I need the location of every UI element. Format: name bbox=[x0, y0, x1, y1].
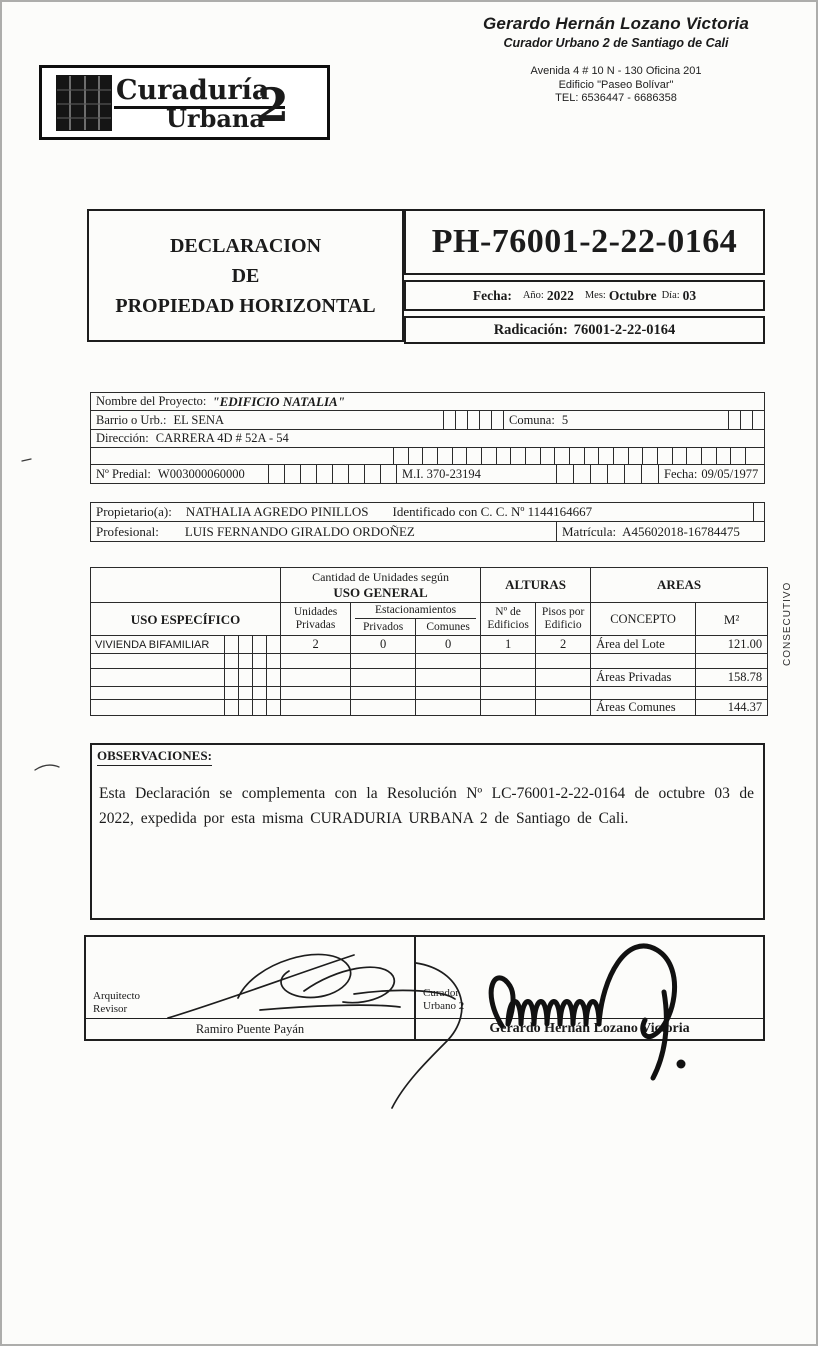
ano-value: 2022 bbox=[546, 287, 574, 303]
grid-cell bbox=[657, 448, 672, 464]
mi-value: M.I. 370-23194 bbox=[402, 466, 481, 481]
grid-cell bbox=[253, 687, 267, 700]
pisos-cell bbox=[536, 700, 591, 716]
areas-header: AREAS bbox=[591, 568, 768, 603]
profesional-value: LUIS FERNANDO GIRALDO ORDOÑEZ bbox=[184, 523, 415, 539]
curador-signature-cell bbox=[414, 937, 763, 1018]
m2-cell bbox=[696, 687, 768, 700]
mes-label: Mes: bbox=[584, 290, 606, 301]
project-info-table bbox=[90, 392, 765, 484]
grid-cell bbox=[569, 448, 584, 464]
grid-cell bbox=[607, 465, 624, 483]
privados-cell bbox=[351, 687, 416, 700]
edificios-cell bbox=[481, 700, 536, 716]
grid-cell bbox=[740, 411, 752, 429]
table-row bbox=[91, 687, 768, 700]
propietario-value: NATHALIA AGREDO PINILLOS bbox=[185, 504, 369, 519]
comunes-cell bbox=[416, 700, 481, 716]
comunes-cell bbox=[416, 687, 481, 700]
title-line: PROPIEDAD HORIZONTAL bbox=[115, 294, 376, 317]
grid-cell bbox=[422, 448, 437, 464]
m2-header: M² bbox=[696, 603, 768, 636]
grid-cell bbox=[267, 687, 281, 700]
grid-cell bbox=[573, 465, 590, 483]
uso-cell bbox=[91, 687, 225, 700]
grid-cell bbox=[686, 448, 701, 464]
grid-cell bbox=[641, 465, 658, 483]
cantidad-line1: Cantidad de Unidades según bbox=[312, 569, 450, 584]
estacionamientos-label: Estacionamientos bbox=[355, 603, 476, 619]
table-row bbox=[91, 636, 768, 654]
blank-cell bbox=[91, 448, 393, 464]
dia-label: Día: bbox=[661, 290, 680, 301]
concepto-cell: Área del Lote bbox=[591, 636, 696, 654]
unidades-cell bbox=[281, 669, 351, 687]
grid-cell bbox=[455, 411, 467, 429]
grid-cell bbox=[380, 465, 396, 483]
grid-cell bbox=[393, 448, 408, 464]
mes-value: Octubre bbox=[608, 287, 657, 303]
logo-word-curaduria: Curaduría bbox=[114, 75, 285, 109]
comuna-value: 5 bbox=[561, 412, 569, 427]
grid-cell bbox=[752, 411, 764, 429]
curador-urbano-2-label bbox=[423, 987, 464, 1012]
comunes-cell: 0 bbox=[416, 636, 481, 654]
grid-cell bbox=[525, 448, 540, 464]
grid-cell bbox=[437, 448, 452, 464]
privados-cell bbox=[351, 700, 416, 716]
radicacion-value: 76001-2-22-0164 bbox=[573, 321, 676, 338]
grid-cell bbox=[642, 448, 657, 464]
grid-cell bbox=[467, 411, 479, 429]
predial-fecha-cell bbox=[658, 465, 764, 483]
role-line: Revisor bbox=[93, 1002, 128, 1015]
arquitecto-name: Ramiro Puente Payán bbox=[195, 1021, 305, 1036]
role-line: Curador bbox=[423, 987, 460, 999]
fecha-label: Fecha: bbox=[472, 287, 512, 303]
estacionamientos-header bbox=[351, 603, 481, 636]
concepto-cell bbox=[591, 687, 696, 700]
grid-cell bbox=[267, 700, 281, 716]
grid-cell bbox=[239, 700, 253, 716]
uso-cell bbox=[91, 669, 225, 687]
grid-cell bbox=[624, 465, 641, 483]
curator-header bbox=[440, 14, 792, 106]
unidades-cell bbox=[281, 687, 351, 700]
predial-label: Nº Predial: bbox=[96, 466, 151, 481]
scan-artifact-marks bbox=[22, 459, 59, 770]
mi-grid-cells bbox=[556, 465, 658, 483]
grid-cell bbox=[348, 465, 364, 483]
pisos-cell bbox=[536, 654, 591, 669]
logo-word-urbana: Urbana bbox=[166, 104, 265, 133]
profesional-label: Profesional: bbox=[96, 523, 159, 539]
direccion-value: CARRERA 4D # 52A - 54 bbox=[155, 431, 289, 445]
barrio-row bbox=[90, 411, 765, 430]
grid-cell bbox=[510, 448, 525, 464]
pisos-cell: 2 bbox=[536, 636, 591, 654]
uso-general-line: USO GENERAL bbox=[333, 584, 428, 600]
dia-value: 03 bbox=[682, 287, 697, 303]
edificios-cell: 1 bbox=[481, 636, 536, 654]
alturas-header: ALTURAS bbox=[481, 568, 591, 603]
uso-cell: VIVIENDA BIFAMILIAR bbox=[91, 636, 225, 654]
grid-cell bbox=[267, 669, 281, 687]
logo-number-2: 2 bbox=[257, 78, 290, 132]
units-header-row-2 bbox=[91, 603, 768, 636]
profesional-row bbox=[90, 522, 765, 542]
privados-cell bbox=[351, 654, 416, 669]
grid-cell bbox=[225, 700, 239, 716]
comuna-cell bbox=[503, 411, 728, 429]
n-edificios-header: Nº de Edificios bbox=[481, 603, 536, 636]
pisos-cell bbox=[536, 687, 591, 700]
address-line: TEL: 6536447 - 6686358 bbox=[555, 92, 677, 104]
grid-cell bbox=[672, 448, 687, 464]
comunes-cell bbox=[416, 654, 481, 669]
ano-label: Año: bbox=[522, 290, 544, 301]
observaciones-label: OBSERVACIONES: bbox=[97, 748, 212, 766]
grid-cell bbox=[491, 411, 503, 429]
edificios-cell bbox=[481, 669, 536, 687]
curador-name-cell bbox=[414, 1018, 763, 1039]
table-row bbox=[91, 669, 768, 687]
role-line: Urbano 2 bbox=[423, 999, 465, 1012]
units-header-row-1 bbox=[91, 568, 768, 603]
consecutivo-vertical-label: CONSECUTIVO bbox=[782, 581, 793, 666]
grid-cell bbox=[225, 636, 239, 654]
privados-cell bbox=[351, 669, 416, 687]
grid-cell bbox=[225, 654, 239, 669]
signature-block bbox=[84, 935, 765, 1041]
title-line: DECLARACION bbox=[169, 234, 322, 257]
barrio-cell bbox=[91, 411, 443, 429]
fecha-box bbox=[404, 280, 765, 311]
address-line: Edificio "Paseo Bolívar" bbox=[558, 78, 674, 91]
predial-row bbox=[90, 465, 765, 484]
curaduria-urbana-2-logo bbox=[39, 65, 330, 140]
grid-cell bbox=[239, 669, 253, 687]
grid-cell bbox=[554, 448, 569, 464]
radicacion-label: Radicación: bbox=[493, 321, 568, 338]
blank-cell bbox=[745, 448, 764, 464]
ph-number-box: PH-76001-2-22-0164 bbox=[404, 209, 765, 275]
grid-cell bbox=[728, 411, 740, 429]
unidades-privadas-header: Unidades Privadas bbox=[281, 603, 351, 636]
arquitecto-name-cell bbox=[86, 1018, 414, 1039]
grid-cell bbox=[253, 654, 267, 669]
observaciones-box bbox=[90, 743, 765, 920]
direccion-label: Dirección: bbox=[96, 431, 149, 445]
unidades-cell bbox=[281, 700, 351, 716]
privados-subheader: Privados bbox=[362, 621, 404, 633]
grid-cell bbox=[253, 669, 267, 687]
comuna-label: Comuna: bbox=[509, 412, 555, 427]
grid-cell bbox=[253, 700, 267, 716]
grid-cell bbox=[584, 448, 599, 464]
profesional-cell bbox=[91, 522, 556, 541]
propietario-label: Propietario(a): bbox=[96, 504, 172, 519]
grid-cell bbox=[268, 465, 284, 483]
blank-grid-cells bbox=[393, 448, 745, 464]
barrio-value: EL SENA bbox=[173, 412, 225, 427]
grid-cell bbox=[613, 448, 628, 464]
uso-cell bbox=[91, 700, 225, 716]
curator-name: Gerardo Hernán Lozano Victoria bbox=[482, 14, 750, 33]
comunes-cell bbox=[416, 669, 481, 687]
grid-cell bbox=[716, 448, 731, 464]
grid-cell bbox=[556, 465, 573, 483]
grid-cell bbox=[300, 465, 316, 483]
title-line: DE bbox=[231, 264, 260, 287]
blank-grid-row bbox=[90, 448, 765, 465]
arquitecto-signature-cell bbox=[86, 937, 414, 1018]
grid-cell bbox=[479, 411, 491, 429]
matricula-value: A45602018-16784475 bbox=[622, 523, 740, 539]
cantidad-unidades-header bbox=[281, 568, 481, 603]
logo-grid-icon bbox=[55, 73, 113, 138]
comunes-subheader: Comunes bbox=[415, 619, 480, 635]
predial-cell bbox=[91, 465, 268, 483]
document-title-box bbox=[87, 209, 404, 342]
grid-cell bbox=[225, 669, 239, 687]
grid-cell bbox=[481, 448, 496, 464]
curator-address bbox=[440, 65, 792, 106]
grid-cell bbox=[701, 448, 716, 464]
grid-cell bbox=[332, 465, 348, 483]
barrio-label: Barrio o Urb.: bbox=[96, 412, 167, 427]
parties-table bbox=[90, 502, 765, 542]
m2-cell bbox=[696, 654, 768, 669]
grid-cell bbox=[466, 448, 481, 464]
unidades-cell: 2 bbox=[281, 636, 351, 654]
grid-cell bbox=[443, 411, 455, 429]
matricula-cell bbox=[556, 522, 764, 541]
grid-cell bbox=[540, 448, 555, 464]
grid-cell bbox=[253, 636, 267, 654]
grid-cell bbox=[239, 654, 253, 669]
predial-grid-cells bbox=[268, 465, 396, 483]
predial-fecha-value: 09/05/1977 bbox=[701, 466, 759, 481]
cell-divider bbox=[753, 503, 754, 521]
grid-cell bbox=[496, 448, 511, 464]
identificacion-text: Identificado con C. C. Nº 1144164667 bbox=[392, 504, 593, 519]
grid-cell bbox=[452, 448, 467, 464]
grid-cell bbox=[267, 654, 281, 669]
units-areas-table bbox=[90, 567, 768, 716]
grid-cell bbox=[598, 448, 613, 464]
pisos-por-edificio-header: Pisos por Edificio bbox=[536, 603, 591, 636]
grid-cell bbox=[239, 687, 253, 700]
grid-cell bbox=[316, 465, 332, 483]
uso-especifico-header: USO ESPECÍFICO bbox=[91, 603, 281, 636]
grid-cell bbox=[408, 448, 423, 464]
radicacion-box bbox=[404, 316, 765, 344]
matricula-label: Matrícula: bbox=[562, 523, 617, 539]
grid-cell bbox=[590, 465, 607, 483]
unidades-cell bbox=[281, 654, 351, 669]
blank-header-cell bbox=[91, 568, 281, 603]
grid-cell bbox=[628, 448, 643, 464]
m2-cell: 121.00 bbox=[696, 636, 768, 654]
grid-cell bbox=[284, 465, 300, 483]
project-name-row bbox=[90, 392, 765, 411]
curador-name: Gerardo Hernán Lozano Victoria bbox=[489, 1021, 690, 1036]
curator-title: Curador Urbano 2 de Santiago de Cali bbox=[503, 36, 729, 50]
concepto-cell: Áreas Comunes bbox=[591, 700, 696, 716]
role-line: Arquitecto bbox=[93, 990, 141, 1002]
barrio-grid-cells bbox=[443, 411, 503, 429]
predial-value: W003000060000 bbox=[157, 466, 245, 481]
grid-cell bbox=[239, 636, 253, 654]
edificios-cell bbox=[481, 654, 536, 669]
concepto-header: CONCEPTO bbox=[591, 603, 696, 636]
predial-fecha-label: Fecha: bbox=[664, 466, 698, 481]
grid-cell bbox=[225, 687, 239, 700]
comuna-grid-cells bbox=[728, 411, 764, 429]
direccion-row bbox=[90, 430, 765, 448]
matricula-inmobiliaria-cell bbox=[396, 465, 556, 483]
observaciones-text: Esta Declaración se complementa con la Resolución Nº LC-76001-2-22-0164 de octubre 03 de 2022, expedida por esta misma CURADURIA URBANA 2 de Santiago de Cali. bbox=[99, 785, 754, 827]
grid-cell bbox=[730, 448, 745, 464]
edificios-cell bbox=[481, 687, 536, 700]
privados-cell: 0 bbox=[351, 636, 416, 654]
address-line: Avenida 4 # 10 N - 130 Oficina 201 bbox=[530, 65, 702, 77]
project-name-label: Nombre del Proyecto: bbox=[96, 394, 207, 408]
concepto-cell: Áreas Privadas bbox=[591, 669, 696, 687]
project-name-value: "EDIFICIO NATALIA" bbox=[212, 393, 345, 409]
grid-cell bbox=[267, 636, 281, 654]
propietario-row bbox=[90, 502, 765, 522]
table-row bbox=[91, 700, 768, 716]
concepto-cell bbox=[591, 654, 696, 669]
m2-cell: 144.37 bbox=[696, 700, 768, 716]
arquitecto-revisor-label bbox=[93, 990, 140, 1015]
uso-cell bbox=[91, 654, 225, 669]
pisos-cell bbox=[536, 669, 591, 687]
grid-cell bbox=[364, 465, 380, 483]
m2-cell: 158.78 bbox=[696, 669, 768, 687]
table-row bbox=[91, 654, 768, 669]
